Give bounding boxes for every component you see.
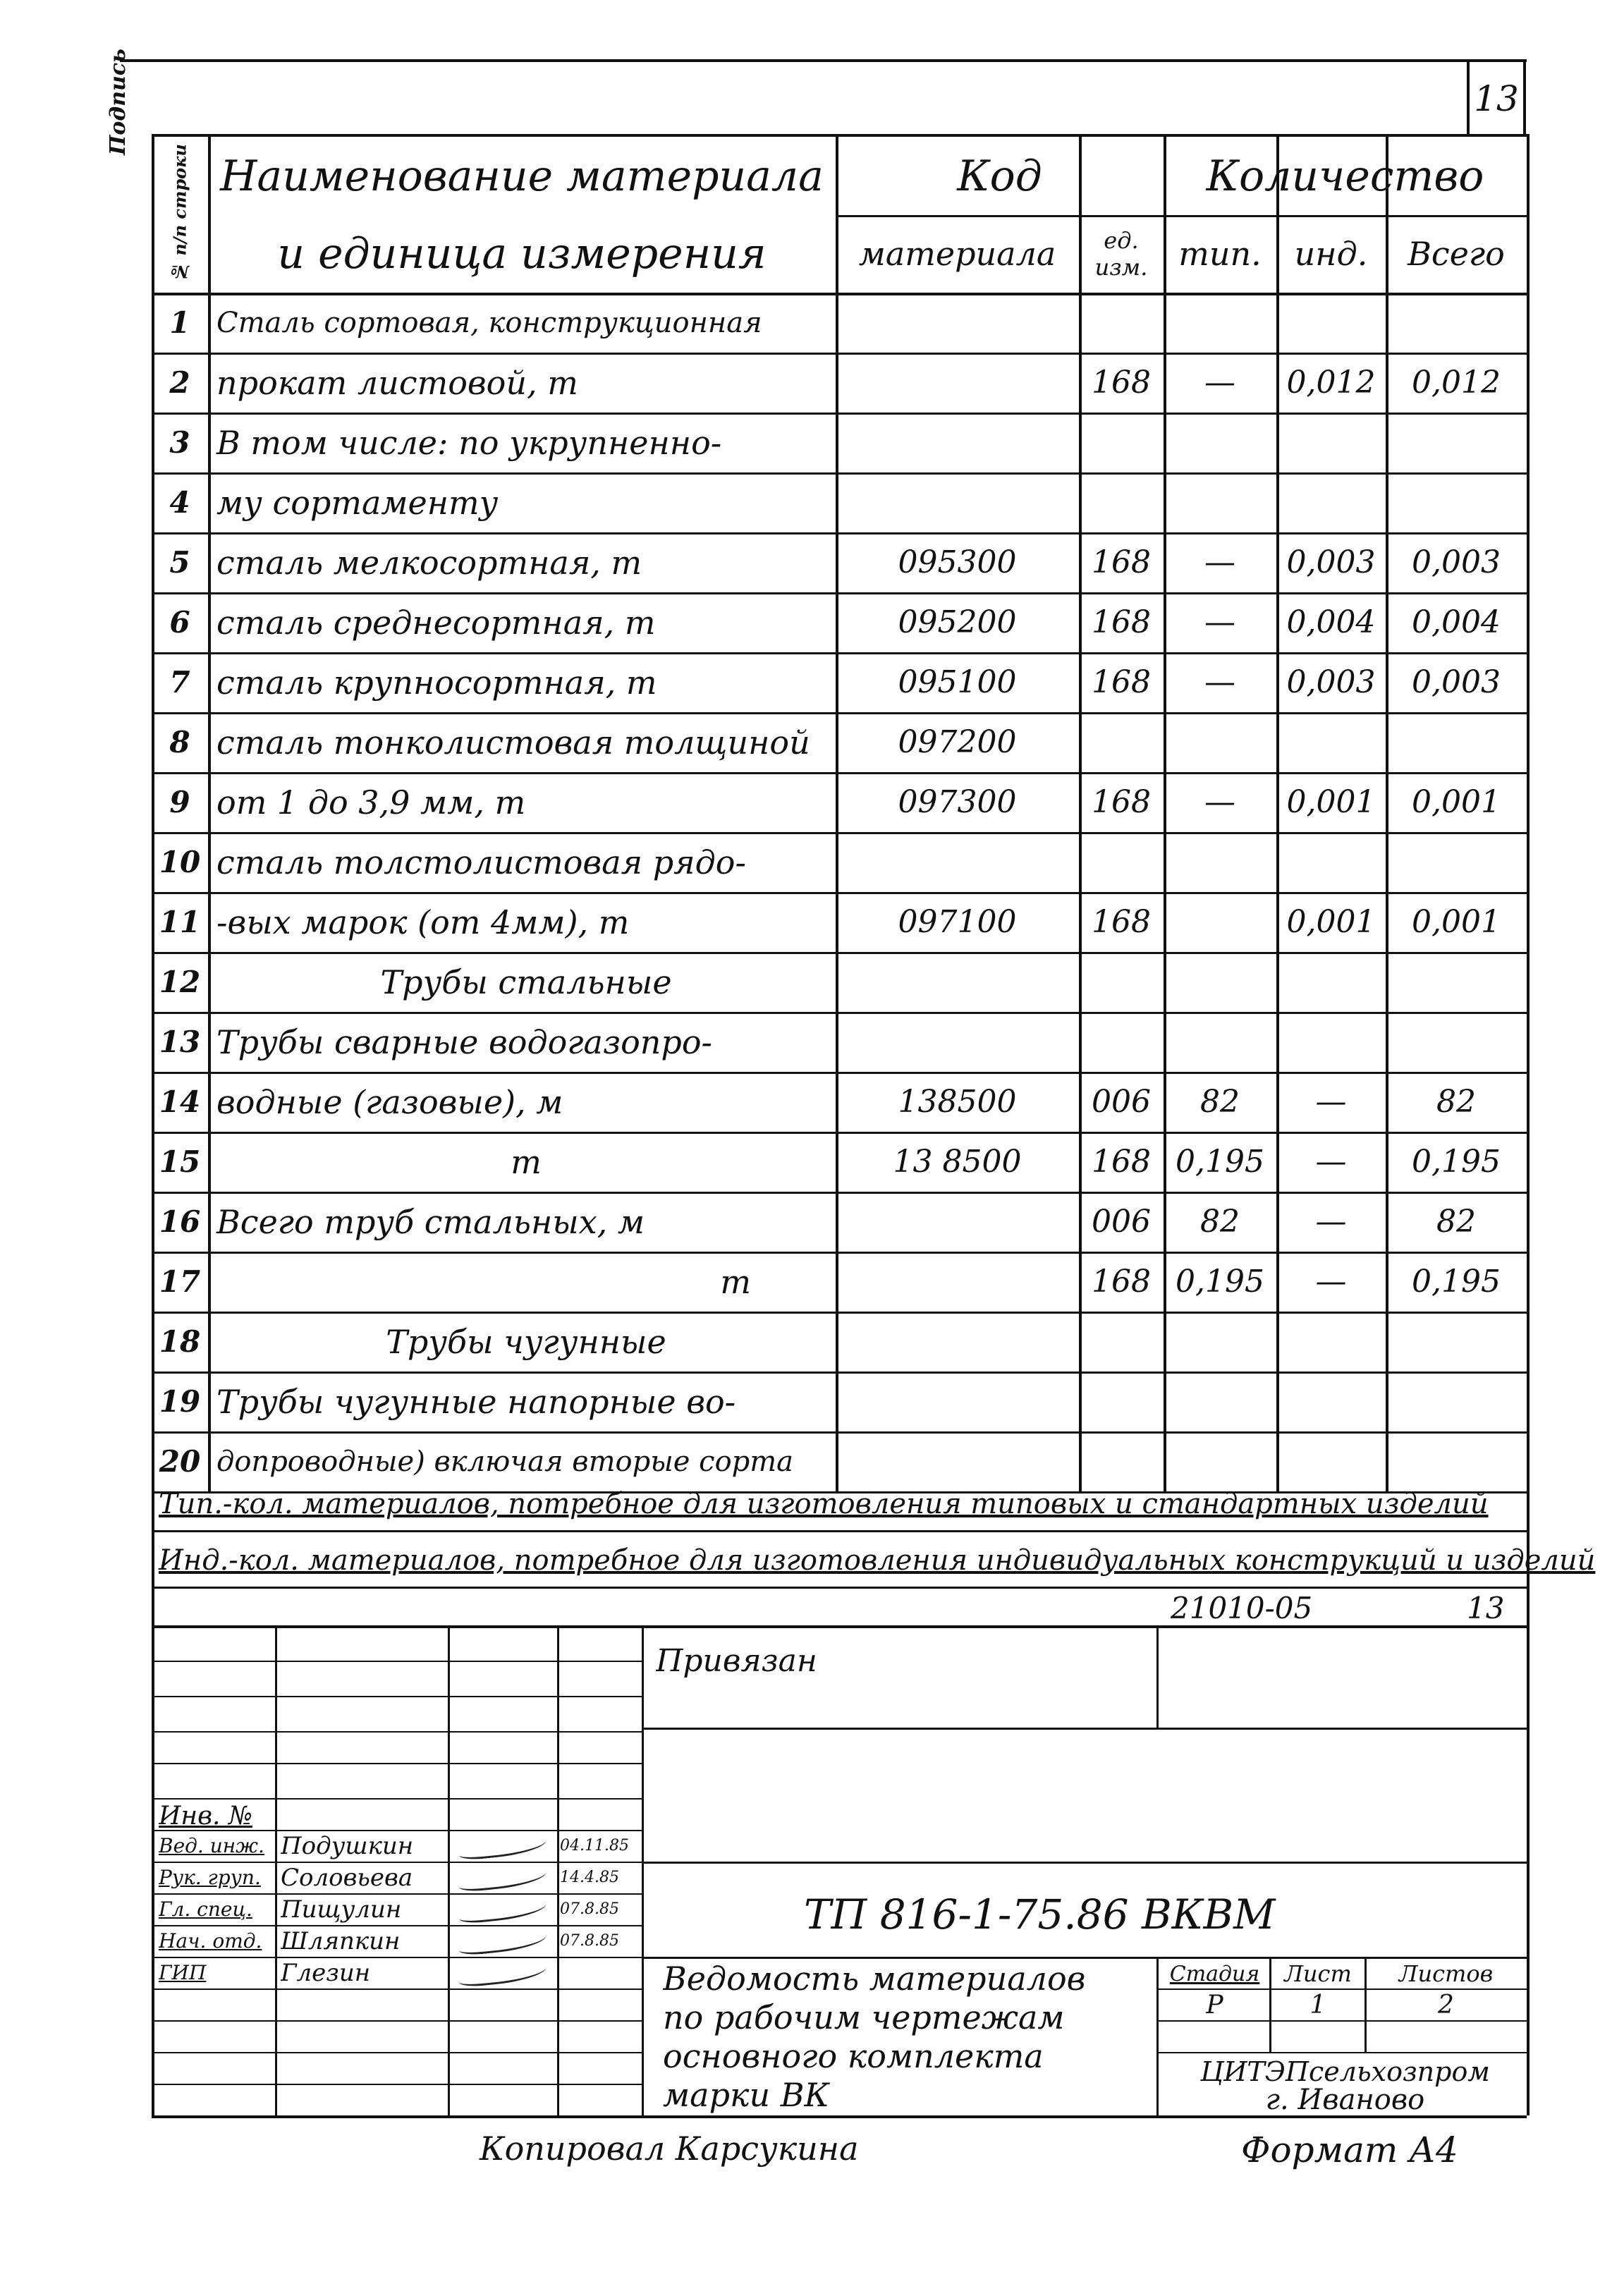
row-name: В том числе: по укрупненно- (216, 423, 722, 462)
row-ind: 0,003 (1286, 544, 1376, 580)
row-typ (1164, 712, 1276, 772)
header-qty-typ: тип. (1178, 235, 1262, 273)
row-typ (1164, 1312, 1276, 1371)
row-typ: — (1204, 604, 1235, 640)
signer-name: Пищулин (281, 1895, 402, 1924)
row-unit (1079, 293, 1164, 353)
row-code (836, 1312, 1079, 1371)
row-ind (1276, 1371, 1386, 1431)
header-qty-total: Всего (1408, 235, 1505, 273)
org-city: г. Иваново (1265, 2084, 1425, 2115)
row-name: Трубы чугунные напорные во- (216, 1382, 736, 1421)
row-total: 0,195 (1412, 1144, 1501, 1180)
title-divider (1156, 1957, 1159, 2115)
row-number: 7 (169, 665, 190, 699)
stamp-left (152, 1625, 154, 2115)
row-number: 18 (159, 1324, 201, 1359)
project-code: ТП 816-1-75.86 ВКВМ (804, 1890, 1276, 1938)
row-number: 4 (169, 485, 190, 520)
signer-role: ГИП (159, 1961, 207, 1984)
note-typ: Тип.-кол. материалов, потребное для изготовления типовых и стандартных изделий (159, 1488, 1489, 1520)
row-code: 095300 (898, 544, 1017, 580)
row-ind (1276, 1431, 1386, 1491)
copied-by: Копировал Карсукина (480, 2130, 859, 2168)
row-typ: 82 (1200, 1204, 1240, 1240)
row-total (1386, 1312, 1527, 1371)
row-ind: — (1315, 1204, 1347, 1240)
row-total (1386, 293, 1527, 353)
privyazan-bottom (642, 1728, 1527, 1730)
row-unit: 168 (1092, 544, 1151, 580)
row-name: сталь толстолистовая рядо- (216, 843, 747, 881)
side-label: Подпись (106, 49, 130, 155)
row-typ (1164, 1012, 1276, 1072)
page-number: 13 (1474, 78, 1519, 119)
stamp-bottom (152, 2115, 1527, 2118)
row-ind: 0,001 (1286, 904, 1376, 940)
format-label: Формат А4 (1241, 2130, 1458, 2170)
row-number: 2 (169, 365, 190, 400)
row-name: т (511, 1142, 542, 1181)
header-code-unit: ед. изм. (1094, 227, 1148, 281)
row-number: 6 (169, 605, 190, 640)
row-unit: 006 (1092, 1084, 1151, 1120)
signer-date: 07.8.85 (560, 1932, 619, 1950)
signer-role: Нач. отд. (159, 1929, 262, 1953)
row-total (1386, 832, 1527, 892)
row-typ (1164, 892, 1276, 952)
row-ind: 0,003 (1286, 664, 1376, 700)
row-typ: 0,195 (1176, 1264, 1264, 1300)
title-line: марки ВК (663, 2075, 830, 2114)
row-typ (1164, 472, 1276, 532)
row-code: 13 8500 (893, 1144, 1022, 1180)
table-col-line (1527, 134, 1530, 1491)
row-total: 0,003 (1412, 664, 1501, 700)
row-unit (1079, 952, 1164, 1012)
signer-name: Глезин (281, 1958, 371, 1987)
row-code: 097300 (898, 784, 1017, 820)
stamp-row (152, 1661, 642, 1662)
row-unit: 168 (1092, 365, 1151, 401)
row-total: 0,012 (1412, 365, 1501, 401)
privyazan-divider (1156, 1625, 1159, 1728)
stamp-row (152, 2052, 642, 2053)
signer-date (560, 1957, 642, 1988)
row-ind (1276, 832, 1386, 892)
row-unit: 006 (1092, 1204, 1151, 1240)
stamp-col (557, 1625, 559, 2115)
row-code (836, 472, 1079, 532)
row-typ (1164, 413, 1276, 472)
header-qty-ind: инд. (1294, 235, 1368, 273)
row-typ: — (1204, 365, 1235, 401)
row-name: сталь крупносортная, т (216, 663, 657, 702)
row-code: 097200 (898, 724, 1017, 760)
row-typ: — (1204, 544, 1235, 580)
row-total (1386, 472, 1527, 532)
row-total: 0,003 (1412, 544, 1501, 580)
header-name-line1: Наименование материала (220, 152, 824, 201)
sheet-label: Лист (1284, 1960, 1352, 1987)
row-name: Сталь сортовая, конструкционная (216, 306, 762, 339)
row-number: 3 (169, 425, 190, 460)
row-ind (1276, 712, 1386, 772)
header-code: Код (957, 152, 1042, 201)
row-ind: — (1315, 1264, 1347, 1300)
row-unit: 168 (1092, 904, 1151, 940)
page-number-right (1523, 59, 1526, 137)
inv-no-label: Инв. № (159, 1802, 253, 1831)
signature-mark (458, 1864, 547, 1893)
row-code: 097100 (898, 904, 1017, 940)
row-number: 16 (159, 1204, 201, 1239)
stamp-row (152, 2084, 642, 2085)
stamp-col (642, 1625, 644, 2115)
row-name: прокат листовой, т (216, 363, 578, 402)
row-code (836, 353, 1079, 413)
row-ind (1276, 413, 1386, 472)
row-total: 0,195 (1412, 1264, 1501, 1300)
row-name: му сортаменту (216, 483, 499, 522)
row-typ (1164, 1371, 1276, 1431)
row-unit: 168 (1092, 664, 1151, 700)
stamp-right (1527, 1625, 1530, 2115)
header-code-material: материала (858, 235, 1056, 273)
row-number: 13 (159, 1025, 201, 1059)
row-name: допроводные) включая вторые сорта (216, 1445, 794, 1478)
row-name: Трубы сварные водогазопро- (216, 1022, 713, 1061)
row-ind: 0,012 (1286, 365, 1376, 401)
row-number: 17 (159, 1264, 201, 1299)
row-typ (1164, 952, 1276, 1012)
row-number: 14 (159, 1085, 201, 1119)
signer-role: Вед. инж. (159, 1834, 264, 1857)
signer-name: Соловьева (281, 1863, 413, 1892)
row-typ (1164, 293, 1276, 353)
row-total: 0,001 (1412, 904, 1501, 940)
row-code (836, 1252, 1079, 1312)
row-code: 138500 (898, 1084, 1017, 1120)
row-number: 10 (159, 845, 201, 879)
stage-value-line (1156, 2020, 1527, 2022)
row-ind (1276, 1012, 1386, 1072)
row-code (836, 952, 1079, 1012)
row-unit: 168 (1092, 1144, 1151, 1180)
doc-code: 21010-05 (1171, 1591, 1313, 1625)
row-unit (1079, 472, 1164, 532)
sheets-label: Листов (1398, 1960, 1494, 1987)
row-total (1386, 952, 1527, 1012)
table-top-line (152, 134, 1527, 137)
row-name: Трубы стальные (380, 963, 672, 1001)
stamp-row (152, 1988, 642, 1990)
row-ind: 0,004 (1286, 604, 1376, 640)
row-name: водные (газовые), м (216, 1082, 563, 1121)
row-code (836, 293, 1079, 353)
row-code (836, 1012, 1079, 1072)
stamp-top-line (152, 1625, 1527, 1628)
org-top-line (1156, 2052, 1527, 2053)
row-code (836, 1371, 1079, 1431)
row-name: от 1 до 3,9 мм, т (216, 783, 526, 821)
signature-mark (458, 1896, 547, 1925)
row-typ: 0,195 (1176, 1144, 1264, 1180)
row-unit (1079, 1371, 1164, 1431)
row-total (1386, 1012, 1527, 1072)
title-line: основного комплекта (663, 2036, 1044, 2075)
stamp-row (152, 2020, 642, 2022)
top-border (120, 59, 1527, 62)
title-line: Ведомость материалов (663, 1959, 1086, 1998)
row-name: сталь мелкосортная, т (216, 543, 642, 582)
row-ind (1276, 1312, 1386, 1371)
privyazan-label: Привязан (656, 1642, 817, 1679)
row-number: 12 (159, 965, 201, 999)
header-name-line2: и единица измерения (277, 229, 767, 279)
project-top (642, 1862, 1527, 1864)
row-unit (1079, 1431, 1164, 1491)
stage-label: Стадия (1169, 1961, 1260, 1986)
stamp-row (152, 1696, 642, 1697)
stage-value: Р (1206, 1990, 1223, 2020)
row-total: 82 (1436, 1204, 1476, 1240)
notes-bottom-line (152, 1587, 1527, 1589)
signature-mark (458, 1928, 547, 1957)
row-number: 19 (159, 1384, 201, 1419)
row-ind: 0,001 (1286, 784, 1376, 820)
row-name: -вых марок (от 4мм), т (216, 903, 630, 941)
title-line: по рабочим чертежам (663, 1998, 1065, 2036)
row-unit (1079, 832, 1164, 892)
row-name: Всего труб стальных, м (216, 1202, 645, 1241)
stamp-row (152, 1731, 642, 1733)
stamp-row (152, 1763, 642, 1764)
row-unit (1079, 1312, 1164, 1371)
sheet-value: 1 (1309, 1990, 1326, 2020)
stamp-col (448, 1625, 450, 2115)
signer-date: 14.4.85 (560, 1869, 619, 1886)
row-ind (1276, 472, 1386, 532)
row-name: сталь тонколистовая толщиной (216, 723, 810, 762)
row-total (1386, 1431, 1527, 1491)
row-typ: 82 (1200, 1084, 1240, 1120)
stamp-row (152, 1798, 642, 1800)
row-number: 11 (159, 905, 201, 939)
row-total (1386, 1371, 1527, 1431)
row-total (1386, 413, 1527, 472)
row-number: 15 (159, 1144, 201, 1179)
row-number: 5 (169, 545, 190, 580)
row-ind: — (1315, 1084, 1347, 1120)
header-row-no: № п/п строки (169, 144, 190, 283)
row-code (836, 1192, 1079, 1252)
notes-mid-line (152, 1530, 1527, 1532)
note-ind: Инд.-кол. материалов, потребное для изготовления индивидуальных конструкций и изделий (159, 1544, 1596, 1577)
row-unit: 168 (1092, 604, 1151, 640)
row-typ (1164, 832, 1276, 892)
row-name: т (720, 1262, 751, 1301)
signature-mark (458, 1960, 547, 1988)
row-code (836, 413, 1079, 472)
row-typ: — (1204, 664, 1235, 700)
row-ind: — (1315, 1144, 1347, 1180)
row-typ (1164, 1431, 1276, 1491)
sheets-value: 2 (1438, 1990, 1454, 2020)
row-total (1386, 712, 1527, 772)
row-code (836, 832, 1079, 892)
signer-name: Шляпкин (281, 1926, 401, 1955)
row-unit: 168 (1092, 1264, 1151, 1300)
row-total: 82 (1436, 1084, 1476, 1120)
org-name: ЦИТЭПсельхозпром (1200, 2055, 1490, 2087)
row-ind (1276, 952, 1386, 1012)
row-unit (1079, 413, 1164, 472)
row-ind (1276, 293, 1386, 353)
row-code (836, 1431, 1079, 1491)
doc-sheet: 13 (1467, 1591, 1505, 1625)
header-quantity: Количество (1206, 152, 1484, 201)
stamp-col (275, 1625, 277, 2115)
row-total: 0,001 (1412, 784, 1501, 820)
row-number: 9 (169, 785, 190, 819)
row-code: 095100 (898, 664, 1017, 700)
signer-name: Подушкин (281, 1831, 414, 1860)
signer-role: Рук. груп. (159, 1866, 261, 1889)
row-unit (1079, 712, 1164, 772)
row-number: 20 (159, 1444, 201, 1479)
row-number: 8 (169, 725, 190, 759)
row-unit (1079, 1012, 1164, 1072)
row-typ: — (1204, 784, 1235, 820)
signer-date: 07.8.85 (560, 1900, 619, 1918)
signature-mark (458, 1833, 547, 1862)
row-number: 1 (169, 305, 190, 340)
notes-left-line (152, 1491, 154, 1629)
row-total: 0,004 (1412, 604, 1501, 640)
row-name: сталь среднесортная, т (216, 603, 656, 642)
row-unit: 168 (1092, 784, 1151, 820)
signer-role: Гл. спец. (159, 1898, 252, 1921)
row-code: 095200 (898, 604, 1017, 640)
signer-date: 04.11.85 (560, 1837, 629, 1855)
row-name: Трубы чугунные (386, 1322, 666, 1361)
